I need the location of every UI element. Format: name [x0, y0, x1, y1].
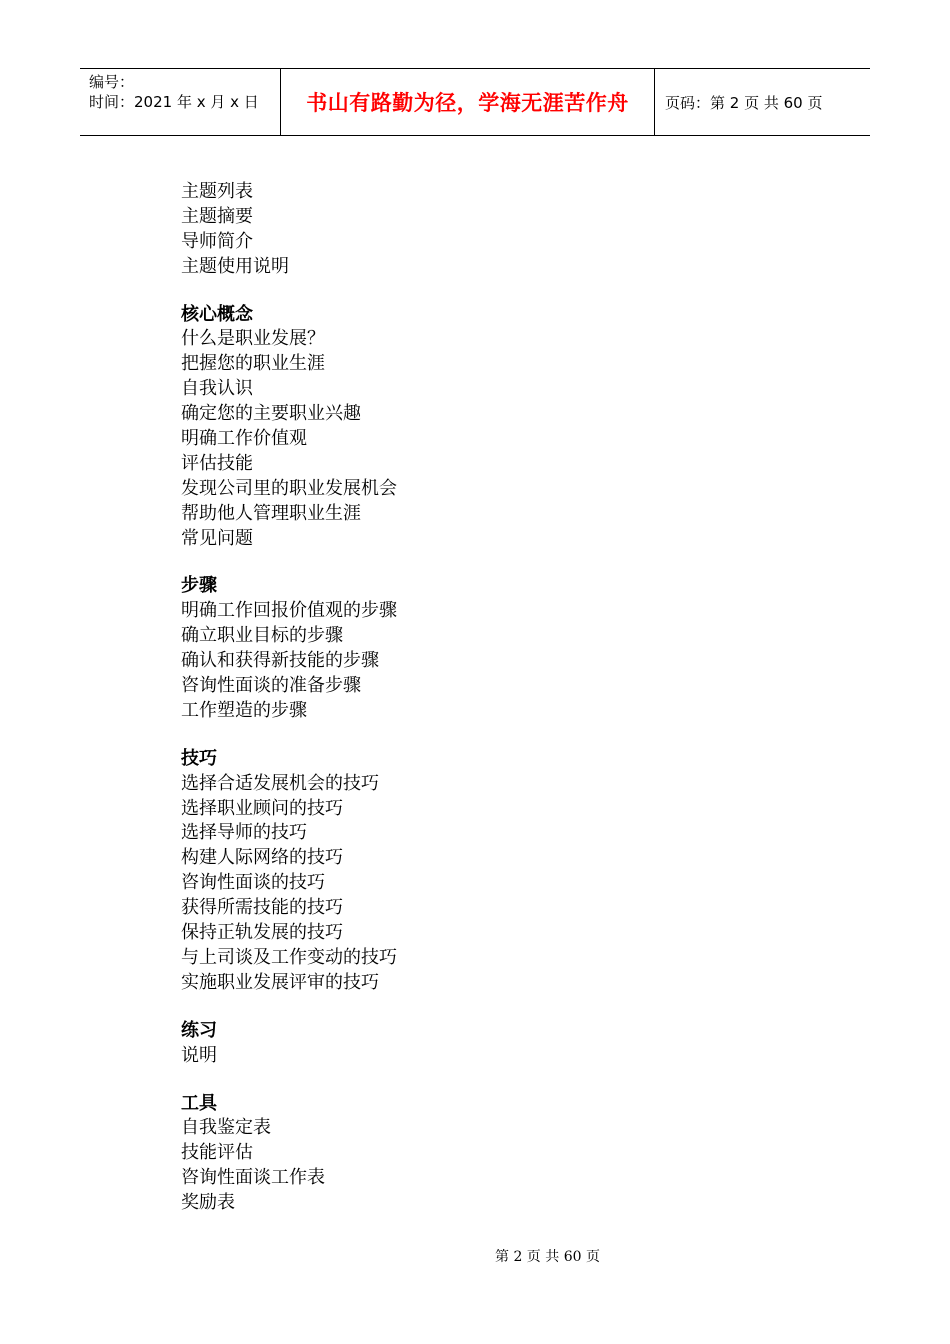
toc-item: 咨询性面谈的技巧: [181, 872, 325, 894]
toc-item: 常见问题: [181, 527, 253, 549]
toc-item: 咨询性面谈工作表: [181, 1167, 325, 1189]
page-footer: 第 2 页 共 60 页: [495, 1249, 600, 1265]
toc-item: 技能评估: [181, 1142, 253, 1164]
toc-item: 自我鉴定表: [181, 1117, 271, 1139]
section-heading: 技巧: [181, 747, 217, 769]
toc-item: 选择职业顾问的技巧: [181, 797, 343, 819]
toc-item: 说明: [181, 1044, 217, 1066]
header-page-info: 页码：第 2 页 共 60 页: [665, 93, 823, 112]
toc-item: 主题摘要: [181, 205, 253, 227]
toc-item: 奖励表: [181, 1192, 235, 1214]
toc-item: 主题使用说明: [181, 255, 289, 277]
toc-item: 选择导师的技巧: [181, 822, 307, 844]
toc-item: 选择合适发展机会的技巧: [181, 772, 379, 794]
toc-item: 把握您的职业生涯: [181, 353, 325, 375]
section-heading: 步骤: [181, 575, 217, 597]
toc-item: 主题列表: [181, 181, 253, 202]
intro-section: [181, 180, 781, 280]
section-heading: 核心概念: [181, 303, 253, 325]
toc-item: 评估技能: [181, 452, 253, 474]
core-concepts-section: [181, 303, 781, 552]
exercises-section: [181, 1019, 781, 1069]
toc-item: 获得所需技能的技巧: [181, 897, 343, 919]
toc-item: 明确工作价值观: [181, 428, 307, 450]
toc-item: 确立职业目标的步骤: [181, 625, 343, 647]
tools-section: [181, 1092, 781, 1216]
toc-item: 咨询性面谈的准备步骤: [181, 675, 361, 697]
toc-item: 什么是职业发展？: [181, 328, 325, 350]
steps-section: [181, 574, 781, 723]
tips-section: [181, 747, 781, 996]
toc-item: 自我认识: [181, 378, 253, 400]
toc-item: 保持正轨发展的技巧: [181, 922, 343, 944]
document-date: 时间：2021 年 x 月 x 日: [89, 93, 259, 111]
toc-item: 帮助他人管理职业生涯: [181, 502, 361, 524]
page-header: [80, 68, 870, 136]
toc-item: 导师简介: [181, 230, 253, 252]
toc-item: 工作塑造的步骤: [181, 699, 307, 721]
toc-item: 明确工作回报价值观的步骤: [181, 600, 397, 622]
header-motto: 书山有路勤为径，学海无涯苦作舟: [281, 69, 655, 135]
header-meta: [80, 69, 281, 135]
section-heading: 练习: [181, 1019, 217, 1041]
toc-item: 确认和获得新技能的步骤: [181, 650, 379, 672]
toc-item: 实施职业发展评审的技巧: [181, 971, 379, 993]
section-heading: 工具: [181, 1092, 217, 1114]
toc-item: 构建人际网络的技巧: [181, 847, 343, 869]
toc-item: 发现公司里的职业发展机会: [181, 477, 397, 499]
document-number-label: 编号：: [89, 73, 135, 91]
table-of-contents: [181, 180, 781, 1216]
toc-item: 与上司谈及工作变动的技巧: [181, 946, 397, 968]
toc-item: 确定您的主要职业兴趣: [181, 403, 361, 425]
